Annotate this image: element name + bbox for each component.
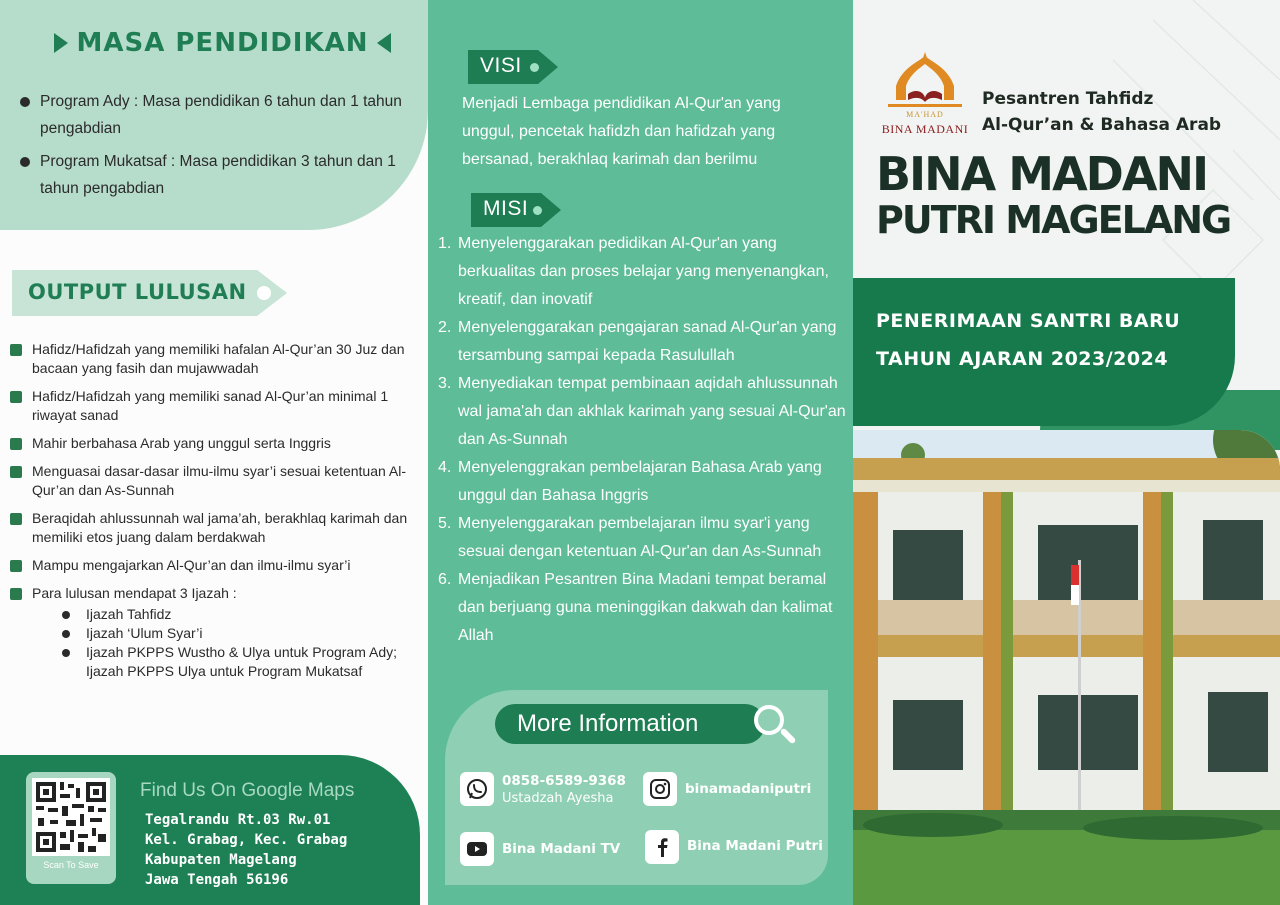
list-item: 2. Menyelenggarakan pengajaran sanad Al-Qur'an yang tersambung sampai kepada Rasulullah [438, 319, 837, 364]
output-list [10, 340, 415, 690]
dot-icon [533, 206, 542, 215]
brand-name-line-2: PUTRI MAGELANG [876, 198, 1231, 242]
list-item: Hafidz/Hafidzah yang memiliki hafalan Al-Qur’an 30 Juz dan bacaan yang fasih dan mujawwadah [10, 340, 415, 378]
list-item: Beraqidah ahlussunnah wal jama’ah, berakhlaq karimah dan memiliki etos juang dalam berdakwah [10, 509, 415, 547]
triangle-left-icon [377, 33, 391, 53]
masa-list [18, 88, 413, 208]
list-item: Hafidz/Hafidzah yang memiliki sanad Al-Qur’an minimal 1 riwayat sanad [10, 387, 415, 425]
brand-name-line-1: BINA MADANI [876, 147, 1208, 201]
facebook-page[interactable]: Bina Madani Putri [687, 838, 823, 854]
instagram-handle[interactable]: binamadaniputri [685, 781, 812, 797]
bullet-icon [20, 97, 30, 107]
whatsapp-contact[interactable] [460, 772, 640, 812]
logo-icon [880, 52, 970, 110]
list-item: Program Ady : Masa pendidikan 6 tahun dan 1 tahun pengabdian [18, 88, 413, 142]
bina-madani-logo [880, 52, 970, 138]
masa-title-text: MASA PENDIDIKAN [76, 28, 369, 58]
list-item: 5. Menyelenggarakan pembelajaran ilmu syar'i yang sesuai dengan ketentuan Al-Qur'an dan As-Sunnah [438, 515, 822, 560]
youtube-channel[interactable]: Bina Madani TV [502, 841, 621, 857]
list-item: Ijazah ‘Ulum Syar’i [62, 624, 415, 643]
square-bullet-icon [10, 466, 22, 478]
qr-code[interactable] [26, 772, 116, 884]
youtube-contact[interactable] [460, 832, 640, 868]
bullet-icon [62, 649, 70, 657]
announcement-line-1: PENERIMAAN SANTRI BARU [876, 310, 1181, 332]
square-bullet-icon [10, 438, 22, 450]
square-bullet-icon [10, 588, 22, 600]
square-bullet-icon [10, 391, 22, 403]
list-item: Menguasai dasar-dasar ilmu-ilmu syar’i sesuai ketentuan Al-Qur’an dan As-Sunnah [10, 462, 415, 500]
qr-code-icon[interactable] [32, 778, 110, 856]
dot-icon [530, 63, 539, 72]
facebook-icon[interactable] [645, 830, 679, 864]
address: Tegalrandu Rt.03 Rw.01 Kel. Grabag, Kec. Grabag Kabupaten Magelang Jawa Tengah 56196 [145, 812, 348, 888]
list-item: Program Mukatsaf : Masa pendidikan 3 tahun dan 1 tahun pengabdian [18, 148, 413, 202]
visi-label: VISI [480, 54, 522, 77]
list-item: Mahir berbahasa Arab yang unggul serta Inggris [10, 434, 415, 453]
scan-to-save-label: Scan To Save [43, 860, 99, 870]
visi-text: Menjadi Lembaga pendidikan Al-Qur'an yang unggul, pencetak hafidzh dan hafidzah yang bersanad, berakhlaq karimah dan berilmu [462, 95, 781, 168]
maps-title: Find Us On Google Maps [140, 780, 355, 801]
whatsapp-name: Ustadzah Ayesha [502, 791, 614, 806]
output-lulusan-title: OUTPUT LULUSAN [28, 280, 247, 304]
bullet-icon [62, 630, 70, 638]
instagram-contact[interactable] [643, 772, 823, 808]
logo-top-text: MA'HAD [906, 110, 944, 119]
dot-icon [257, 286, 271, 300]
search-icon[interactable] [748, 700, 798, 750]
facebook-contact[interactable] [645, 830, 825, 866]
triangle-right-icon [54, 33, 68, 53]
masa-pendidikan-title [50, 28, 395, 58]
instagram-icon[interactable] [643, 772, 677, 806]
bullet-icon [62, 611, 70, 619]
misi-label: MISI [483, 197, 529, 220]
list-item: 1. Menyelenggarakan pedidikan Al-Qur'an yang berkualitas dan proses belajar yang menyenangkan, kreatif, dan inovatif [438, 235, 829, 308]
whatsapp-number[interactable]: 0858-6589-9368 [502, 773, 626, 789]
announcement-line-2: TAHUN AJARAN 2023/2024 [876, 348, 1169, 370]
list-item: 3. Menyediakan tempat pembinaan aqidah ahlussunnah wal jama'ah dan akhlak karimah yang sesuai Al-Qur'an dan As-Sunnah [438, 375, 846, 448]
school-building-photo [853, 430, 1280, 905]
list-item: Para lulusan mendapat 3 Ijazah : Ijazah Tahfidz Ijazah ‘Ulum Syar’i Ijazah PKPPS Wustho & Ulya untuk Program Ady; Ijazah PKPPS Ulya untuk Program Mukatsaf [10, 584, 415, 681]
more-information-button[interactable]: More Information [495, 704, 765, 744]
tagline: Pesantren Tahfidz Al-Qur’an & Bahasa Arab [982, 89, 1222, 135]
square-bullet-icon [10, 513, 22, 525]
bullet-icon [20, 157, 30, 167]
youtube-icon[interactable] [460, 832, 494, 866]
misi-list [438, 230, 848, 650]
list-item: 6. Menjadikan Pesantren Bina Madani tempat beramal dan berjuang guna meninggikan dakwah dan kalimat Allah [438, 571, 833, 644]
list-item: 4. Menyelenggrakan pembelajaran Bahasa Arab yang unggul dan Bahasa Inggris [438, 459, 822, 504]
list-item: Ijazah Tahfidz [62, 605, 415, 624]
square-bullet-icon [10, 344, 22, 356]
square-bullet-icon [10, 560, 22, 572]
ijazah-list [32, 605, 415, 681]
output-lulusan-tag [12, 270, 287, 316]
whatsapp-icon[interactable] [460, 772, 494, 806]
list-item: Ijazah PKPPS Wustho & Ulya untuk Program Ady; Ijazah PKPPS Ulya untuk Program Mukatsaf [62, 643, 415, 681]
visi-tag [468, 50, 558, 84]
logo-name-text: BINA MADANI [881, 122, 969, 136]
misi-tag [471, 193, 561, 227]
list-item: Mampu mengajarkan Al-Qur’an dan ilmu-ilmu syar’i [10, 556, 415, 575]
